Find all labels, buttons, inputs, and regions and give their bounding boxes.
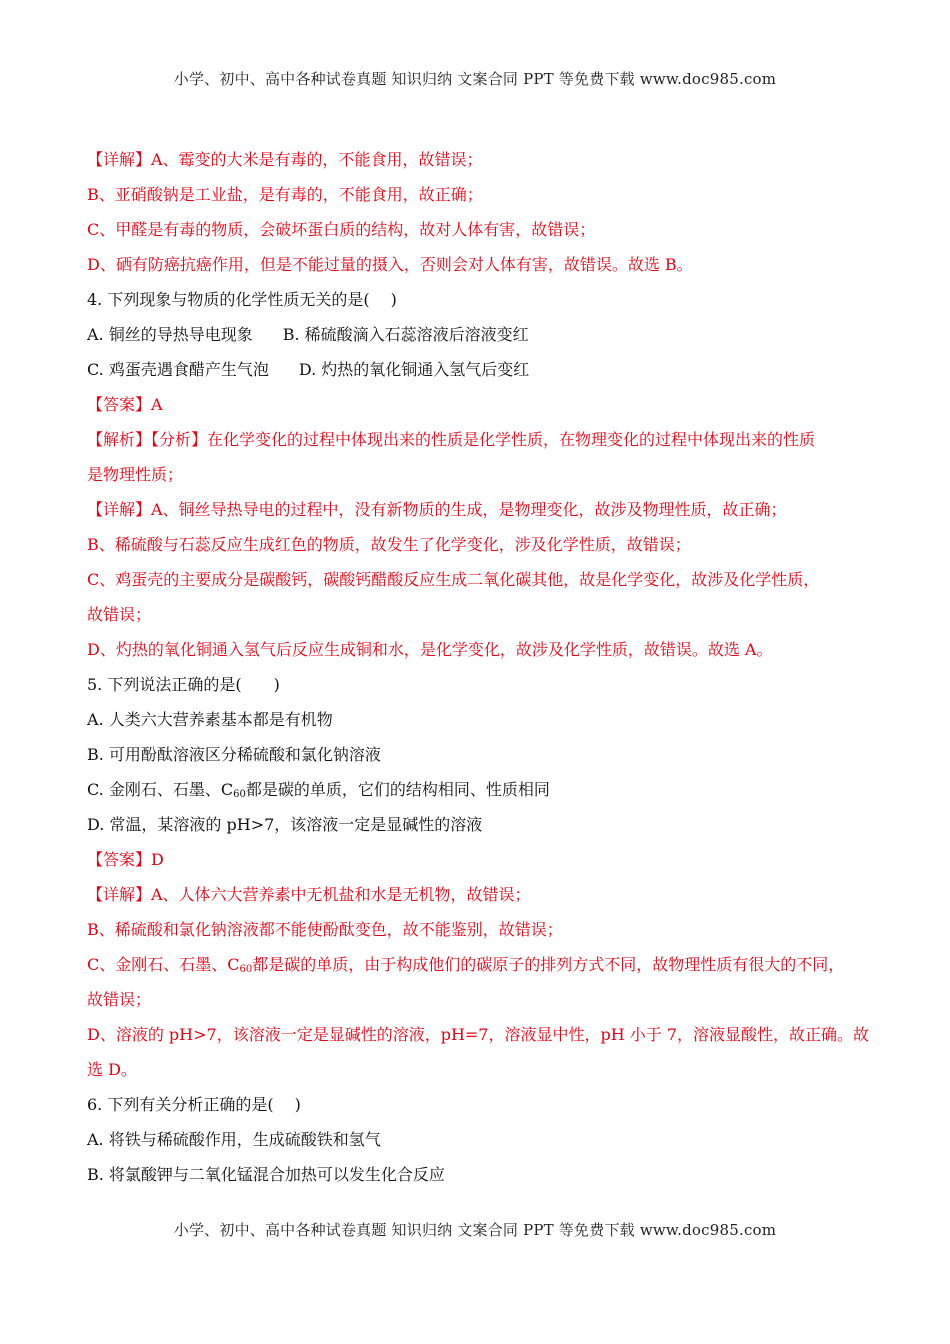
q4-detail-b: B、稀硫酸与石蕊反应生成红色的物质，故发生了化学变化，涉及化学性质，故错误； (87, 535, 691, 554)
q4-detail-a: 【详解】A、铜丝导热导电的过程中，没有新物质的生成，是物理变化，故涉及物理性质，故正确； (87, 500, 787, 519)
q5-option-d: D. 常温，某溶液的 pH>7，该溶液一定是显碱性的溶液 (87, 815, 483, 834)
header-banner: 小学、初中、高中各种试卷真题 知识归纳 文案合同 PPT 等免费下载 www.doc985.com (173, 70, 777, 88)
q4-option-c: C. 鸡蛋壳遇食醋产生气泡 (87, 360, 269, 379)
q4-detail-c-line-2: 故错误； (87, 605, 152, 624)
q5-option-c (87, 772, 877, 807)
q4-detail-c-line-1: C、鸡蛋壳的主要成分是碳酸钙，碳酸钙醋酸反应生成二氧化碳其他，故是化学变化，故涉及化学性质， (87, 570, 820, 589)
q5-stem: 5. 下列说法正确的是( ) (87, 675, 280, 694)
q4-answer: 【答案】A (87, 395, 163, 414)
q3-detail-d: D、硒有防癌抗癌作用，但是不能过量的摄入，否则会对人体有害，故错误。故选 B。 (87, 255, 693, 274)
q5-detail-d-line-2: 选 D。 (87, 1060, 137, 1079)
q5-option-c-prefix: C. 金刚石、石墨、C (87, 780, 234, 799)
q5-option-c-suffix: 都是碳的单质，它们的结构相同、性质相同 (245, 780, 550, 799)
q3-detail-b: B、亚硝酸钠是工业盐，是有毒的，不能食用，故正确； (87, 185, 483, 204)
q3-detail-a: 【详解】A、霉变的大米是有毒的，不能食用，故错误； (87, 150, 483, 169)
q4-options-row-1 (87, 317, 877, 352)
document-body (87, 142, 877, 1192)
q5-detail-b: B、稀硫酸和氯化钠溶液都不能使酚酞变色，故不能鉴别，故错误； (87, 920, 563, 939)
q5-detail-c-line-1 (87, 947, 877, 982)
q5-answer: 【答案】D (87, 850, 164, 869)
q4-stem: 4. 下列现象与物质的化学性质无关的是( ) (87, 290, 397, 309)
q6-option-b: B. 将氯酸钾与二氧化锰混合加热可以发生化合反应 (87, 1165, 445, 1184)
q4-option-a: A. 铜丝的导热导电现象 (87, 325, 253, 344)
q5-option-c-subscript: 60 (233, 789, 246, 800)
q4-options-row-2 (87, 352, 877, 387)
q5-option-b: B. 可用酚酞溶液区分稀硫酸和氯化钠溶液 (87, 745, 381, 764)
q4-option-b: B. 稀硫酸滴入石蕊溶液后溶液变红 (282, 325, 529, 344)
q5-detail-c-prefix: C、金刚石、石墨、C (87, 955, 240, 974)
q5-detail-d-line-1: D、溶液的 pH>7，该溶液一定是显碱性的溶液，pH=7，溶液显中性，pH 小于 7，溶液显酸性，故正确。故 (87, 1025, 870, 1044)
q4-analysis-line-1: 【解析】【分析】在化学变化的过程中体现出来的性质是化学性质，在物理变化的过程中体现出来的性质 (87, 430, 816, 449)
q6-option-a: A. 将铁与稀硫酸作用，生成硫酸铁和氢气 (87, 1130, 381, 1149)
footer-banner: 小学、初中、高中各种试卷真题 知识归纳 文案合同 PPT 等免费下载 www.doc985.com (173, 1221, 777, 1239)
q4-option-d: D. 灼热的氧化铜通入氢气后变红 (298, 360, 530, 379)
q3-detail-c: C、甲醛是有毒的物质，会破坏蛋白质的结构，故对人体有害，故错误； (87, 220, 596, 239)
q4-analysis-line-2: 是物理性质； (87, 465, 184, 484)
q5-detail-c-line-2: 故错误； (87, 990, 152, 1009)
q5-detail-c-subscript: 60 (239, 964, 253, 975)
q6-stem: 6. 下列有关分析正确的是( ) (87, 1095, 301, 1114)
q5-detail-c-suffix: 都是碳的单质，由于构成他们的碳原子的排列方式不同，故物理性质有很大的不同， (252, 955, 845, 974)
q5-detail-a: 【详解】A、人体六大营养素中无机盐和水是无机物，故错误； (87, 885, 531, 904)
q5-option-a: A. 人类六大营养素基本都是有机物 (87, 710, 333, 729)
q4-detail-d: D、灼热的氧化铜通入氢气后反应生成铜和水，是化学变化，故涉及化学性质，故错误。故选 A。 (87, 640, 773, 659)
